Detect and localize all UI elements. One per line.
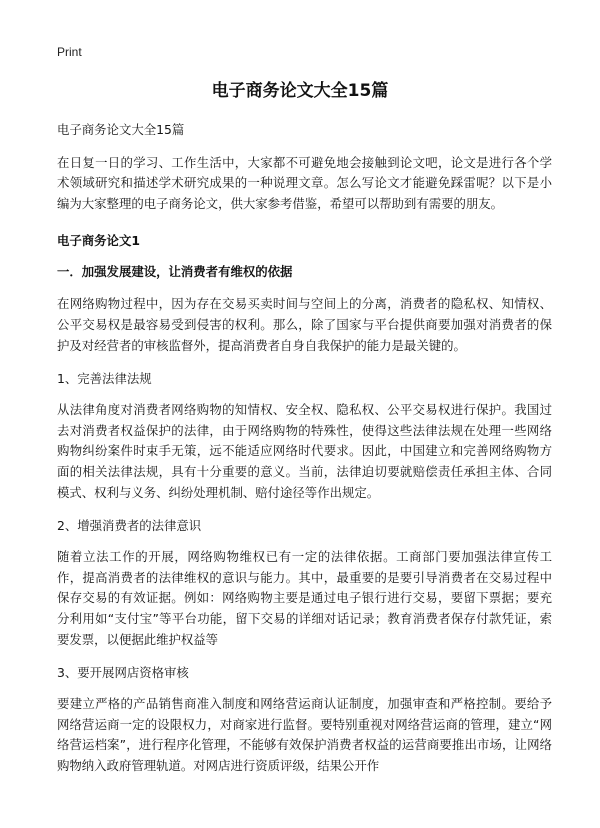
print-link[interactable]: Print [57, 45, 82, 59]
item-heading-2: 2、增强消费者的法律意识 [57, 518, 202, 534]
intro-paragraph: 在日复一日的学习、工作生活中，大家都不可避免地会接触到论文吧，论文是进行各个学术领域研究和描述学术研究成果的一种说理文章。怎么写论文才能避免踩雷呢？以下是小编为大家整理的电子商务论文，供大家参考借鉴，希望可以帮助到有需要的朋友。 [57, 154, 552, 211]
part-paragraph: 在网络购物过程中，因为存在交易买卖时间与空间上的分离，消费者的隐私权、知情权、公平交易权是最容易受到侵害的权利。那么，除了国家与平台提供商要加强对消费者的保护及对经营者的审核监督外，提高消费者自身自我保护的能力是最关键的。 [57, 296, 552, 353]
document-body [57, 120, 552, 776]
item-heading-1: 1、完善法律法规 [57, 371, 152, 387]
item-paragraph-3: 要建立严格的产品销售商准入制度和网络营运商认证制度，加强审查和严格控制。要给予网络营运商一定的设限权力，对商家进行监督。要特别重视对网络营运商的管理，建立“网络营运档案”，进行程序化管理，不能够有效保护消费者权益的运营商要推出市场，让网络购物纳入政府管理轨道。对网店进行资质评级，结果公开作 [57, 696, 552, 773]
item-paragraph-2: 随着立法工作的开展，网络购物维权已有一定的法律依据。工商部门要加强法律宣传工作，提高消费者的法律维权的意识与能力。其中，最重要的是要引导消费者在交易过程中保存交易的有效证据。例如：网络购物主要是通过电子银行进行交易，要留下票据；要充分利用如“支付宝”等平台功能，留下交易的详细对话记录；教育消费者保存付款凭证，索要发票，以便据此维护权益等 [57, 549, 552, 647]
document-title: 电子商务论文大全15篇 [211, 81, 389, 101]
section-heading: 电子商务论文1 [57, 233, 140, 249]
part-heading: 一．加强发展建设，让消费者有维权的依据 [57, 264, 293, 280]
item-heading-3: 3、要开展网店资格审核 [57, 665, 189, 681]
document-subtitle: 电子商务论文大全15篇 [57, 122, 185, 137]
item-paragraph-1: 从法律角度对消费者网络购物的知情权、安全权、隐私权、公平交易权进行保护。我国过去对消费者权益保护的法律，由于网络购物的特殊性，使得这些法律法规在处理一些网络购物纠纷案件时束手无策，远不能适应网络时代要求。因此，中国建立和完善网络购物方面的相关法律法规，具有十分重要的意义。当前，法律迫切要就赔偿责任承担主体、合同模式、权利与义务、纠纷处理机制、赔付途径等作出规定。 [57, 402, 552, 500]
